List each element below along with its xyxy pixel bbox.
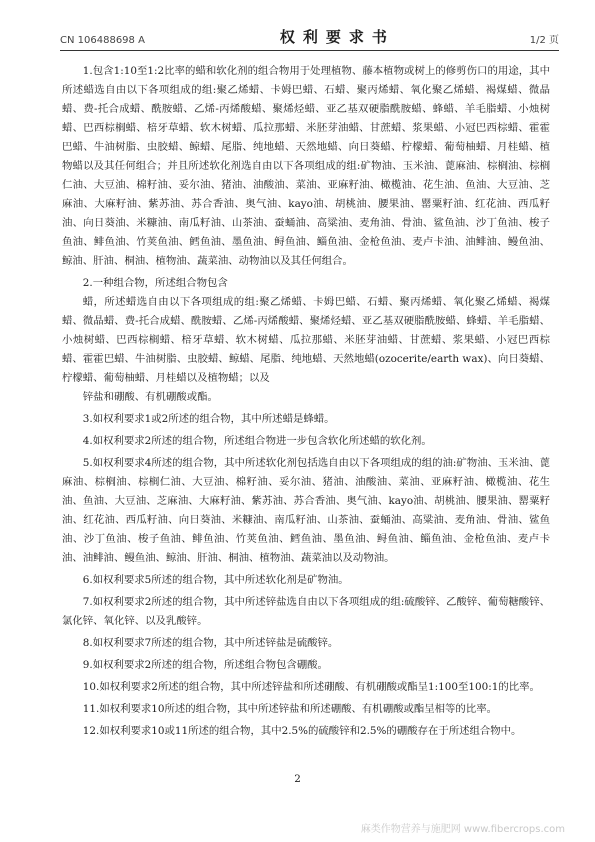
claim-10: 10.如权利要求2所述的组合物，其中所述锌盐和所述硼酸、有机硼酸或酯呈1:100至100:1的比率。 bbox=[82, 681, 540, 693]
claim-2-body: 蜡，所述蜡选自由以下各项组成的组:聚乙烯蜡、卡姆巴蜡、石蜡、聚丙烯蜡、氧化聚乙烯蜡、褐煤蜡、微晶蜡、费-托合成蜡、酰胺蜡、乙烯-丙烯酸蜡、聚烯烃蜡、亚乙基双硬脂酰胺蜡、蜂蜡、羊毛脂蜡、小烛树蜡、巴西棕榈蜡、棓牙草蜡、软木树蜡、瓜拉那蜡、米胚芽油蜡、甘蔗蜡、浆果蜡、小冠巴西棕蜡、霍霍巴蜡、牛油树脂、虫胶蜡、鲸蜡、尾脂、纯地蜡、天然地蜡(ozocerite/earth wax)、向日葵蜡、柠檬蜡、葡萄柚蜡、月桂蜡以及植物蜡；以及 bbox=[62, 296, 550, 384]
claim-12: 12.如权利要求10或11所述的组合物，其中2.5%的硫酸锌和2.5%的硼酸存在于所述组合物中。 bbox=[82, 725, 522, 737]
watermark: 麻类作物营养与施肥网 www.fibercrops.com bbox=[360, 824, 565, 835]
claim-11: 11.如权利要求10所述的组合物，其中所述锌盐和所述硼酸、有机硼酸或酯呈相等的比率。 bbox=[82, 703, 497, 715]
claim-5: 5.如权利要求4所述的组合物，其中所述软化剂包括选自由以下各项组成的组的油:矿物油、玉米油、蓖麻油、棕榈油、棕榈仁油、大豆油、棉籽油、妥尔油、猪油、油酸油、菜油、亚麻籽油、橄榄油、花生油、鱼油、大豆油、芝麻油、大麻籽油、紫苏油、苏合香油、奥气油、kayo油、胡桃油、腰果油、罂粟籽油、红花油、西瓜籽油、向日葵油、米糠油、南瓜籽油、山茶油、蚕蛹油、高粱油、麦角油、骨油、鲨鱼油、沙丁鱼油、梭子鱼油、鲱鱼油、竹荚鱼油、鳕鱼油、墨鱼油、鲟鱼油、鲻鱼油、金枪鱼油、麦卢卡油、油鲱油、鳗鱼油、鲸油、肝油、桐油、植物油、蔬菜油以及动物油。 bbox=[62, 457, 550, 564]
claim-1: 1.包含1:10至1:2比率的蜡和软化剂的组合物用于处理植物、藤本植物或树上的修剪伤口的用途，其中所述蜡选自由以下各项组成的组:聚乙烯蜡、卡姆巴蜡、石蜡、聚丙烯蜡、氧化聚乙烯蜡、褐煤蜡、微晶蜡、费-托合成蜡、酰胺蜡、乙烯-丙烯酸蜡、聚烯烃蜡、亚乙基双硬脂酰胺蜡、蜂蜡、羊毛脂蜡、小烛树蜡、巴西棕榈蜡、棓牙草蜡、软木树蜡、瓜拉那蜡、米胚芽油蜡、甘蔗蜡、浆果蜡、小冠巴西棕蜡、霍霍巴蜡、牛油树脂、虫胶蜡、鲸蜡、尾脂、纯地蜡、天然地蜡、向日葵蜡、柠檬蜡、葡萄柚蜡、月桂蜡、植物蜡以及其任何组合；并且所述软化剂选自由以下各项组成的组:矿物油、玉米油、蓖麻油、棕榈油、棕榈仁油、大豆油、棉籽油、妥尔油、猪油、油酸油、菜油、亚麻籽油、橄榄油、花生油、鱼油、大豆油、芝麻油、大麻籽油、紫苏油、苏合香油、奥气油、kayo油、胡桃油、腰果油、罂粟籽油、红花油、西瓜籽油、向日葵油、米糠油、南瓜籽油、山茶油、蚕蛹油、高粱油、麦角油、骨油、鲨鱼油、沙丁鱼油、梭子鱼油、鲱鱼油、竹荚鱼油、鳕鱼油、墨鱼油、鲟鱼油、鲻鱼油、金枪鱼油、麦卢卡油、油鲱油、鳗鱼油、鲸油、肝油、桐油、植物油、蔬菜油、动物油以及其任何组合。 bbox=[62, 65, 550, 267]
page-indicator: 1/2 页 bbox=[529, 35, 559, 46]
claim-9: 9.如权利要求2所述的组合物，所述组合物包含硼酸。 bbox=[82, 659, 328, 671]
claims-body bbox=[62, 62, 550, 764]
page-number: 2 bbox=[294, 773, 301, 785]
publication-number: CN 106488698 A bbox=[60, 35, 145, 46]
page-header bbox=[60, 20, 559, 51]
document-title: 权利要求书 bbox=[279, 28, 395, 46]
claim-7: 7.如权利要求2所述的组合物，其中所述锌盐选自由以下各项组成的组:硫酸锌、乙酸锌、葡萄糖酸锌、氯化锌、氧化锌、以及乳酸锌。 bbox=[62, 596, 550, 627]
claim-2-tail: 锌盐和硼酸、有机硼酸或酯。 bbox=[82, 391, 218, 403]
claim-4: 4.如权利要求2所述的组合物，所述组合物进一步包含软化所述蜡的软化剂。 bbox=[82, 435, 432, 447]
claim-8: 8.如权利要求7所述的组合物，其中所述锌盐是硫酸锌。 bbox=[82, 637, 339, 649]
claim-6: 6.如权利要求5所述的组合物，其中所述软化剂是矿物油。 bbox=[82, 574, 349, 586]
claim-2: 2.一种组合物，所述组合物包含 bbox=[82, 277, 228, 289]
claim-3: 3.如权利要求1或2所述的组合物，其中所述蜡是蜂蜡。 bbox=[82, 413, 335, 425]
